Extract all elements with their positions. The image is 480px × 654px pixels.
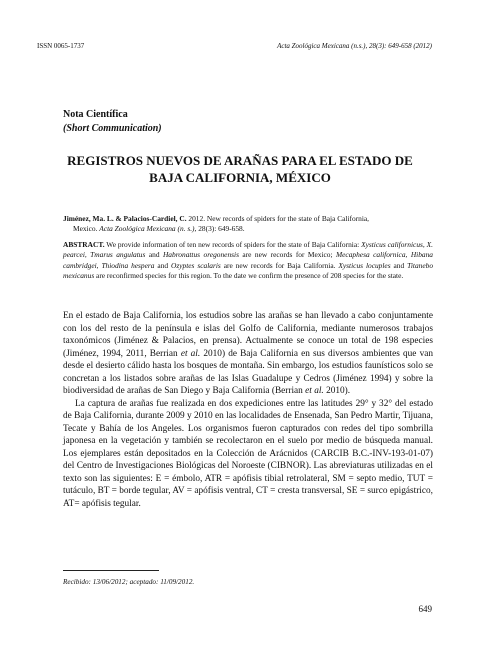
abstract-label: ABSTRACT. (63, 240, 105, 249)
abstract-text: and (145, 250, 163, 260)
abstract-species: Xysticus locuples (338, 260, 391, 270)
citation-year: 2012. New records of spiders for the state of Baja California, (186, 214, 370, 223)
issn-header: ISSN 0065-1737 (37, 42, 85, 50)
citation-volume: , 28(3): 649-658. (194, 224, 245, 234)
abstract-species: Habronattus oregonensis (162, 250, 239, 260)
abstract-text: We provide information of ten new records of spiders for the state of Baja California: (104, 240, 362, 249)
paragraph-1 (63, 310, 433, 398)
abstract-species: Titanebo mexicanus (63, 260, 434, 280)
journal-header: Acta Zoológica Mexicana (n.s.), 28(3): 649-658 (2012) (277, 42, 432, 50)
citation (63, 214, 433, 235)
abstract-text: are reconfirmed species for this region. To the date we confirm the presence of 208 species for the state. (94, 270, 404, 280)
article-title (40, 152, 440, 186)
title-line-1: REGISTROS NUEVOS DE ARAÑAS PARA EL ESTADO DE (67, 153, 413, 168)
abstract-text: and (390, 260, 408, 270)
abstract-text: are new records for Baja California. (220, 260, 339, 270)
note-type-spanish: Nota Científica (63, 109, 128, 120)
citation-journal: Acta Zoológica Mexicana (n. s.) (99, 224, 195, 234)
paragraph-text: En el estado de Baja California, los estudios sobre las arañas se han llevado a cabo conjuntamente con los del resto de la península e islas del Golfo de California, mediante numerosos trabajos taxonómicos (Jiménez & Palacios, en prensa). Actualmente se conoce un total de 198 especies (Jiménez, 1994, 2011, Berrian (63, 311, 433, 359)
note-type-english: (Short Communication) (63, 123, 162, 134)
citation-line-2 (63, 224, 433, 234)
abstract-text: and (154, 260, 172, 270)
citation-country: Mexico. (73, 224, 100, 234)
abstract-species: Xysticus californicus, X. pearcei, Tmarus angulatus (63, 240, 434, 260)
abstract (63, 240, 433, 281)
et-al: et al. (180, 348, 201, 359)
paragraph-text: 2010). (323, 386, 351, 396)
page-number: 649 (418, 604, 432, 614)
et-al: et al. (305, 386, 324, 396)
footnote-divider (63, 570, 159, 571)
paragraph-text: 2010) de Baja California en sus diversos ambientes que van desde el desierto cálido hasta los bosques de montaña. Sin embargo, los estudios faunísticos solo se concretan a los listados sobre arañas de las Islas Guadalupe y Cedros (Jiménez 1994) y sobre la biodiversidad de arañas de San Diego y Baja California (Berrian (63, 348, 433, 396)
paragraph-2: La captura de arañas fue realizada en dos expediciones entre las latitudes 29° y 32° del estado de Baja California, durante 2009 y 2010 en las localidades de Ensenada, San Pedro Martir, Tijuana, Tecate y Bahía de los Angeles. Los organismos fueron capturados con redes del tipo sombrilla japonesa en la vegetación y también se recolectaron en el suelo por medio de búsqueda manual. Los ejemplares están depositados en la Colección de Arácnidos (CARCIB B.C.-INV-193-01-07) del Centro de Investigaciones Biológicas del Noroeste (CIBNOR). Las abreviaturas utilizadas en el texto son las siguientes: E = émbolo, ATR = apófisis tibial retrolateral, SM = septo medio, TUT = tutáculo, BT = borde tegular, AV = apófisis ventral, CT = cresta transversal, SE = surco epigástrico, AT= apófisis tegular. (63, 398, 433, 509)
title-line-2: BAJA CALIFORNIA, MÉXICO (149, 170, 331, 185)
body-text (63, 310, 433, 510)
abstract-species: Mecaphesa californica, Hibana cambridgei, Thiodina hespera (63, 250, 434, 270)
abstract-species: Ozyptes scalaris (171, 260, 221, 270)
citation-line-1 (63, 214, 433, 224)
received-date: Recibido: 13/06/2012; aceptado: 11/09/2012. (63, 578, 195, 586)
abstract-text: are new records for Mexico; (238, 250, 336, 260)
citation-authors: Jiménez, Ma. L. & Palacios-Cardiel, C. (63, 214, 187, 223)
